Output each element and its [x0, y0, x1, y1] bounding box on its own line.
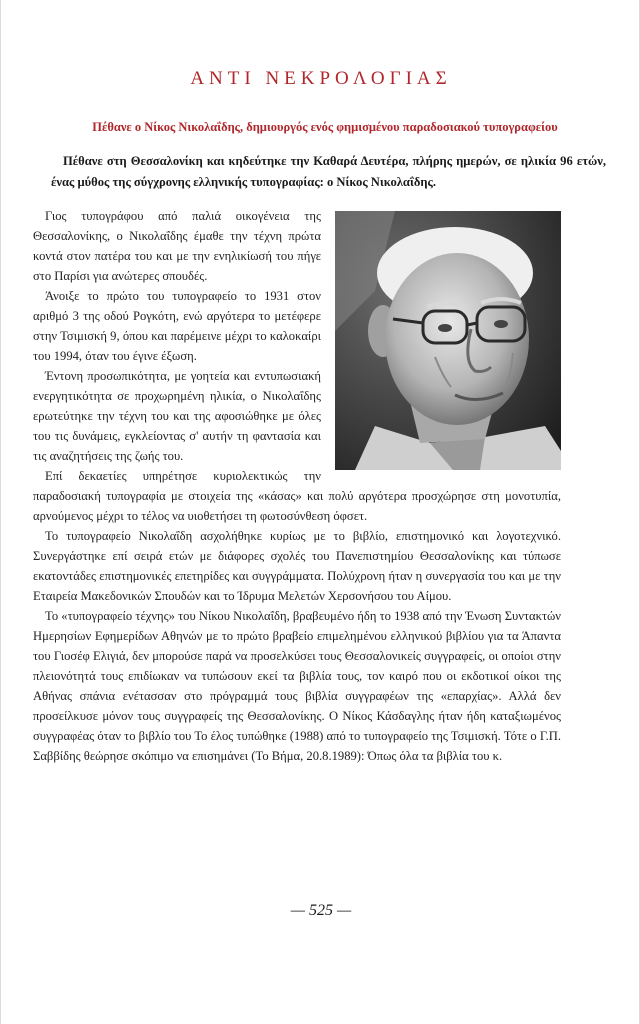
body-paragraph-4: Επί δεκαετίες υπηρέτησε κυριολεκτικώς την παραδοσιακή τυπογραφία με στοιχεία της «κάσας» και πολύ αργότερα προσχώρησε στη μονοτυπία, αρνούμενος μέχρι το τέλος να υιοθετήσει τη φωτοσύνθεση όφσετ.	[33, 469, 561, 523]
article-lead: Πέθανε στη Θεσσαλονίκη και κηδεύτηκε την Καθαρά Δευτέρα, πλήρης ημερών, σε ηλικία 96 ετών, ένας μύθος της σύγχρονης ελληνικής τυπογραφίας: ο Νίκος Νικολαΐδης.	[51, 154, 606, 189]
body-paragraph-2: Άνοιξε το πρώτο του τυπογραφείο το 1931 στον αριθμό 3 της οδού Ρογκότη, ενώ αργότερα το μετέφερε στην Τσιμισκή 9, όπου και παρέμεινε μέχρι το καλοκαίρι του 1994, όταν του έγινε έξωση.	[33, 289, 321, 363]
article-body	[33, 206, 561, 766]
photo-wrap-spacer	[321, 206, 561, 476]
body-paragraph-3: Έντονη προσωπικότητα, με γοητεία και εντυπωσιακή ενεργητικότητα σε προχωρημένη ηλικία, ο Νικολαΐδης ερωτεύτηκε την τέχνη του και της αφοσιώθηκε με όλες του τις δυνάμεις, εγκλείοντας σ' αυτήν τη φαντασία και τις αναζητήσεις της ζωής του.	[33, 369, 321, 463]
body-paragraph-1: Γιος τυπογράφου από παλιά οικογένεια της Θεσσαλονίκης, ο Νικολαΐδης έμαθε την τέχνη πρώτα κοντά στον πατέρα του και με την ενηλικίωσή του πήγε στο Παρίσι για ανώτερες σπουδές.	[33, 209, 321, 283]
page-number: — 525 —	[290, 902, 352, 919]
body-paragraph-6: Το «τυπογραφείο τέχνης» του Νίκου Νικολαΐδη, βραβευμένο ήδη το 1938 από την Ένωση Συντακτών Ημερησίων Εφημερίδων Αθηνών με το πρώτο βραβείο επιμελημένου ελληνικού βιβλίου για τα Άπαντα του Γιοσέφ Ελιγιά, δεν μπορούσε παρά να προσελκύσει τους Θεσσαλονικείς συγγραφείς, οι οποίοι στην πλειονότητά τους επιδίωκαν να τυπώσουν εκεί τα βιβλία τους, τον καιρό που οι εκδοτικοί οίκοι της Αθήνας σπάνια ενέτασσαν στο πρόγραμμά τους βιβλία συγγραφέων της «επαρχίας». Αλλά δεν προσείλκυσε μόνον τους συγγραφείς της Θεσσαλονίκης. Ο Νίκος Κάσδαγλης ήταν ήδη καταξιωμένος συγγραφέας όταν το βιβλίο του Το έλος τυπώθηκε (1988) από το τυπογραφείο της Τσιμισκή. Τότε ο Γ.Π. Σαββίδης θεώρησε σκόπιμο να επισημάνει (Το Βήμα, 20.8.1989): Όπως όλα τα βιβλία του κ.	[33, 609, 561, 763]
body-paragraph-5: Το τυπογραφείο Νικολαΐδη ασχολήθηκε κυρίως με το βιβλίο, επιστημονικό και λογοτεχνικό. Συνεργάστηκε επί σειρά ετών με διάφορες σχολές του Πανεπιστημίου Θεσσαλονίκης και τύπωσε εκατοντάδες επιστημονικές επετηρίδες και συγγράμματα. Πολύχρονη ήταν η συνεργασία του και με την Εταιρεία Μακεδονικών Σπουδών και το Ίδρυμα Μελετών Χερσονήσου του Αίμου.	[33, 529, 561, 603]
article-subtitle: Πέθανε ο Νίκος Νικολαΐδης, δημιουργός ενός φημισμένου παραδοσιακού τυπογραφείου	[92, 120, 558, 134]
section-heading: ΑΝΤΙ ΝΕΚΡΟΛΟΓΙΑΣ	[190, 68, 452, 89]
